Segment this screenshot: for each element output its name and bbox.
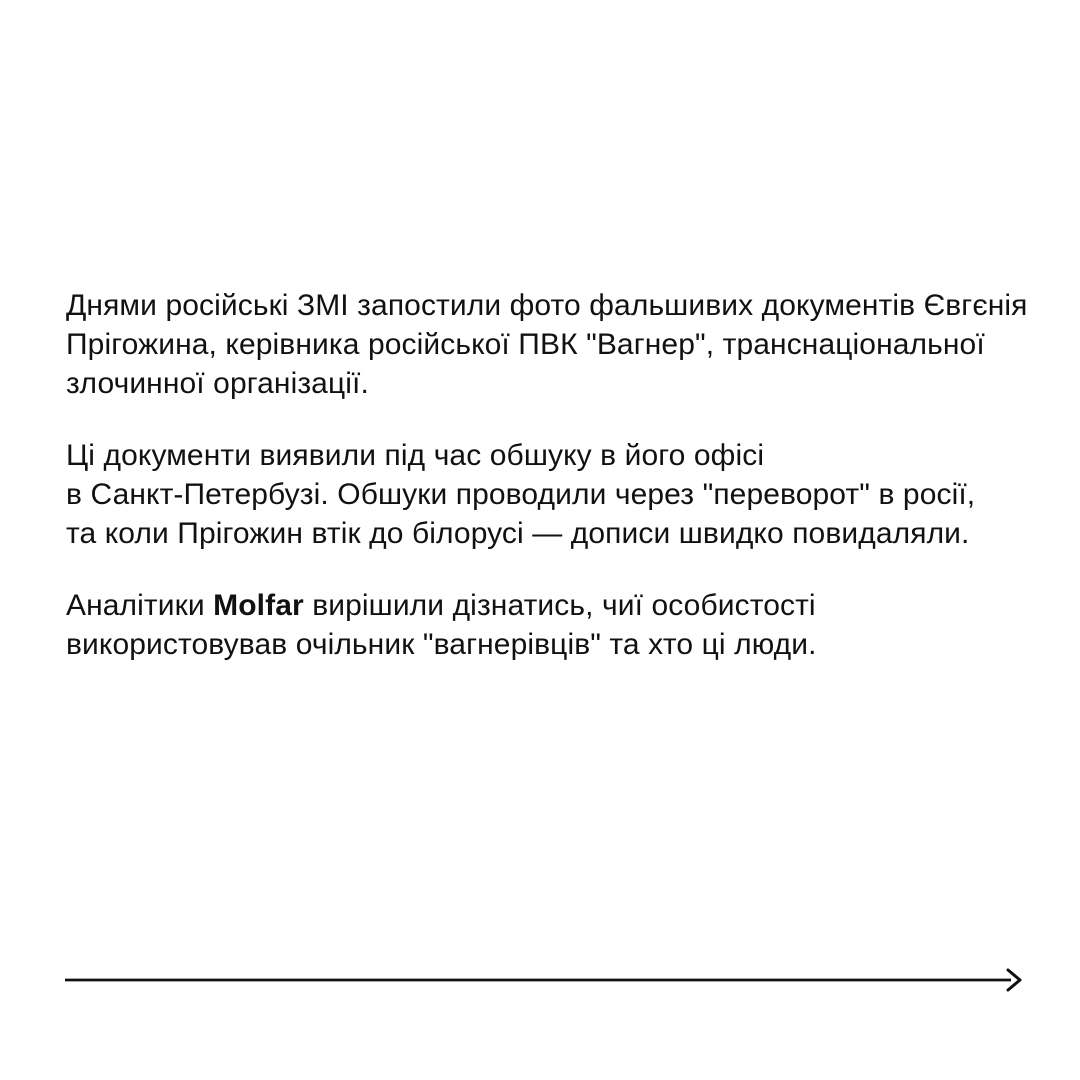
text-line: злочинної організації. <box>66 367 369 400</box>
paragraph-3 <box>66 586 1021 664</box>
paragraph-2 <box>66 436 1021 553</box>
arrow-right-icon <box>64 964 1024 996</box>
text-line: Прігожина, керівника російської ПВК "Вагнер", транснаціональної <box>66 328 985 361</box>
brand-name: Molfar <box>213 589 304 622</box>
text-line: в Санкт-Петербузі. Обшуки проводили через "переворот" в росії, <box>66 478 976 511</box>
text-line: та коли Прігожин втік до білорусі — дописи швидко повидаляли. <box>66 517 970 550</box>
paragraph-1 <box>66 286 1028 403</box>
text-line <box>66 586 1021 625</box>
article-text <box>66 286 1028 697</box>
text-line: використовував очільник "вагнерівців" та хто ці люди. <box>66 628 817 661</box>
text-line: Ці документи виявили під час обшуку в його офісі <box>66 439 765 472</box>
text-segment: вирішили дізнатись, чиї особистості <box>303 589 816 622</box>
text-line: Днями російські ЗМІ запостили фото фальшивих документів Євгєнія <box>66 289 1028 322</box>
text-segment: Аналітики <box>66 589 214 622</box>
